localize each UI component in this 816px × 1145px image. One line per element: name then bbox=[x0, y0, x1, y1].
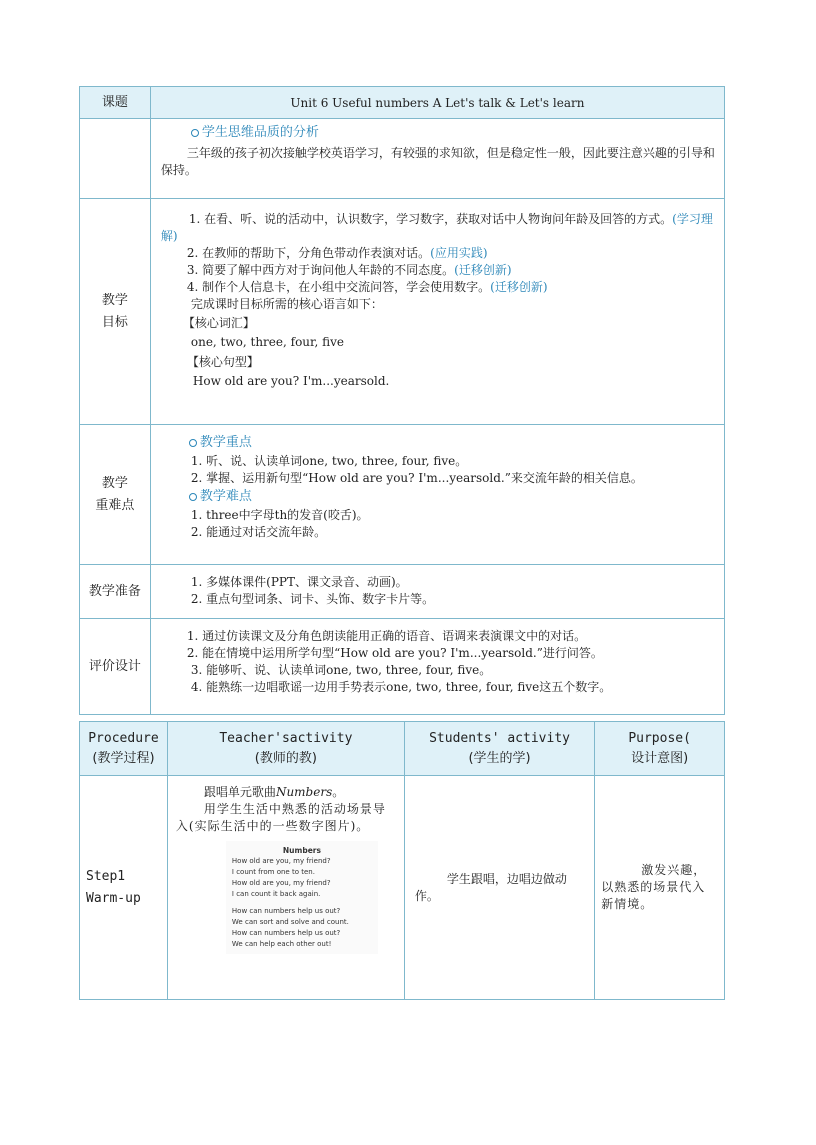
sentence-pattern: How old are you? I'm...yearsold. bbox=[192, 374, 390, 388]
teacher-line-1: 跟唱单元歌曲Numbers。 bbox=[203, 785, 345, 799]
teacher-activity-header: Teacher'sactivity (教师的教) bbox=[167, 722, 404, 776]
students-activity-header: Students' activity (学生的学) bbox=[404, 722, 594, 776]
goal-item: 1. 在看、听、说的活动中，认识数字，学习数字，获取对话中人物询问年龄及回答的方式。(学习理解) bbox=[160, 212, 713, 243]
analysis-heading: 学生思维品质的分析 bbox=[161, 123, 716, 143]
song-line: I can count it back again. bbox=[231, 890, 321, 898]
goals-cell bbox=[150, 199, 724, 425]
teacher-line-2: 用学生生活中熟悉的活动场景导入(实际生活中的一些数字图片)。 bbox=[175, 802, 386, 833]
vocab-heading: 【核心词汇】 bbox=[182, 316, 255, 330]
song-line: We can help each other out! bbox=[231, 940, 332, 948]
procedure-table bbox=[79, 721, 725, 1000]
evaluation-item: 3. 能够听、说、认读单词one, two, three, four, five。 bbox=[190, 663, 492, 677]
prep-label: 教学准备 bbox=[80, 565, 151, 619]
step1-purpose: 激发兴趣，以熟悉的场景代入新情境。 bbox=[595, 776, 725, 1000]
topic-value: Unit 6 Useful numbers A Let's talk & Let's learn bbox=[150, 87, 724, 119]
evaluation-item: 4. 能熟练一边唱歌谣一边用手势表示one, two, three, four, five这五个数字。 bbox=[190, 680, 612, 694]
song-line: We can sort and solve and count. bbox=[231, 918, 349, 926]
step1-teacher-activity bbox=[167, 776, 404, 1000]
song-title: Numbers bbox=[282, 846, 321, 855]
sentence-heading: 【核心句型】 bbox=[186, 355, 259, 369]
goal-item: 2. 在教师的帮助下，分角色带动作表演对话。(应用实践) bbox=[186, 246, 488, 260]
goals-label: 教学 目标 bbox=[80, 199, 151, 425]
prep-item: 2. 重点句型词条、词卡、头饰、数字卡片等。 bbox=[190, 592, 435, 606]
step1-name: Step1 Warm-up bbox=[80, 776, 168, 1000]
procedure-header: Procedure (教学过程) bbox=[80, 722, 168, 776]
step1-students-activity: 学生跟唱，边唱边做动作。 bbox=[404, 776, 594, 1000]
analysis-cell bbox=[150, 119, 724, 199]
key-points-label: 教学 重难点 bbox=[80, 425, 151, 565]
song-line: How old are you, my friend? bbox=[231, 857, 331, 865]
topic-label: 课题 bbox=[80, 87, 151, 119]
analysis-label bbox=[80, 119, 151, 199]
vocab-list: one, two, three, four, five bbox=[190, 335, 344, 349]
analysis-text: 三年级的孩子初次接触学校英语学习，有较强的求知欲，但是稳定性一般，因此要注意兴趣的引导和保持。 bbox=[160, 146, 715, 177]
focus-heading: 教学重点 bbox=[161, 433, 716, 453]
bullet-icon bbox=[189, 439, 197, 447]
evaluation-item: 1. 通过仿读课文及分角色朗读能用正确的语音、语调来表演课文中的对话。 bbox=[186, 629, 587, 643]
key-points-cell bbox=[150, 425, 724, 565]
difficulty-item: 2. 能通过对话交流年龄。 bbox=[190, 525, 327, 539]
goal-item: 4. 制作个人信息卡，在小组中交流问答，学会使用数字。(迁移创新) bbox=[186, 280, 548, 294]
lesson-plan-table bbox=[79, 86, 725, 715]
song-line: How can numbers help us out? bbox=[231, 907, 341, 915]
evaluation-label: 评价设计 bbox=[80, 619, 151, 715]
purpose-header: Purpose( 设计意图) bbox=[595, 722, 725, 776]
core-language-intro: 完成课时目标所需的核心语言如下： bbox=[190, 297, 383, 311]
difficulty-heading: 教学难点 bbox=[161, 487, 716, 507]
evaluation-cell bbox=[150, 619, 724, 715]
evaluation-item: 2. 能在情境中运用所学句型“How old are you? I'm...yearsold.”进行问答。 bbox=[186, 646, 603, 660]
focus-item: 2. 掌握、运用新句型“How old are you? I'm...yearsold.”来交流年龄的相关信息。 bbox=[190, 471, 643, 485]
song-lyrics-image bbox=[226, 841, 378, 954]
goal-item: 3. 简要了解中西方对于询问他人年龄的不同态度。(迁移创新) bbox=[186, 263, 512, 277]
bullet-icon bbox=[191, 129, 199, 137]
song-line: I count from one to ten. bbox=[231, 868, 315, 876]
prep-cell bbox=[150, 565, 724, 619]
song-line: How old are you, my friend? bbox=[231, 879, 331, 887]
prep-item: 1. 多媒体课件(PPT、课文录音、动画)。 bbox=[190, 575, 408, 589]
bullet-icon bbox=[189, 493, 197, 501]
song-line: How can numbers help us out? bbox=[231, 929, 341, 937]
difficulty-item: 1. three中字母th的发音(咬舌)。 bbox=[190, 508, 369, 522]
focus-item: 1. 听、说、认读单词one, two, three, four, five。 bbox=[190, 454, 468, 468]
